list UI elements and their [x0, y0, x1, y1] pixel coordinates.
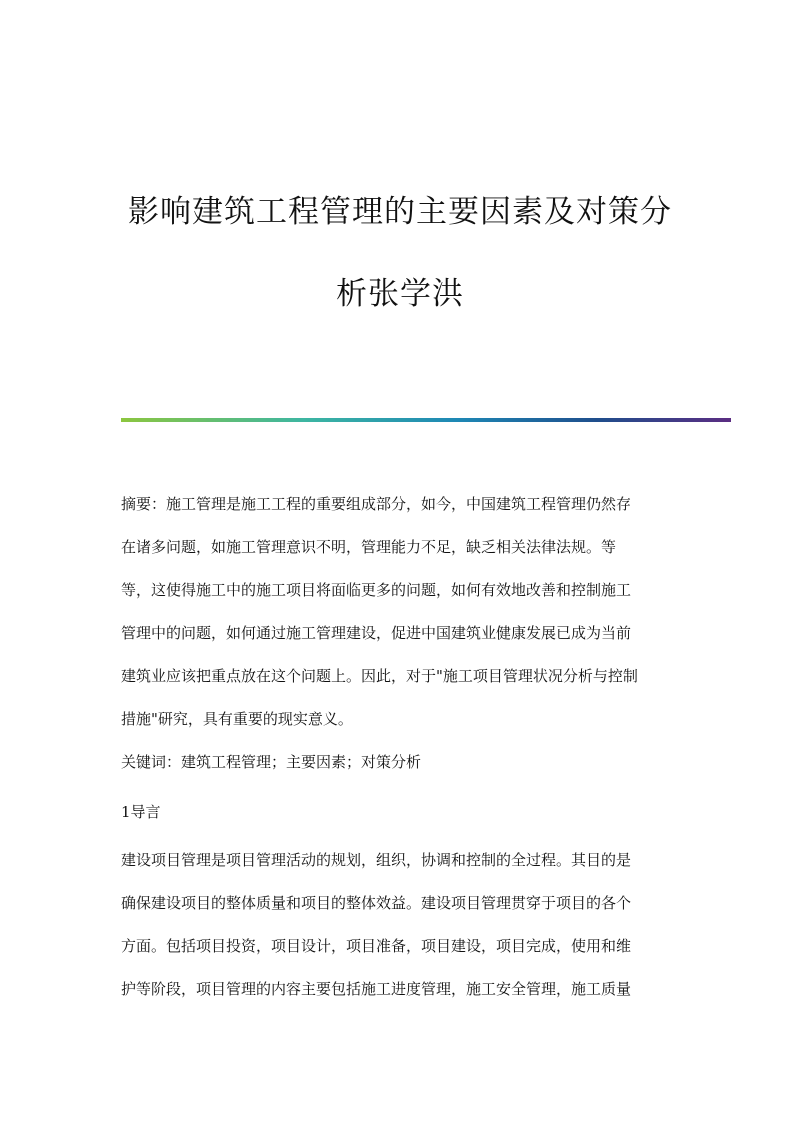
- abstract-line: 摘要：施工管理是施工工程的重要组成部分，如今，中国建筑工程管理仍然存: [121, 495, 632, 513]
- abstract-line: 建筑业应该把重点放在这个问题上。因此，对于"施工项目管理状况分析与控制: [121, 667, 638, 685]
- abstract-line: 在诸多问题，如施工管理意识不明，管理能力不足，缺乏相关法律法规。等: [121, 538, 617, 556]
- gradient-divider: [121, 418, 731, 422]
- body-line: 确保建设项目的整体质量和项目的整体效益。建设项目管理贯穿于项目的各个: [121, 894, 632, 912]
- body-line: 护等阶段，项目管理的内容主要包括施工进度管理，施工安全管理，施工质量: [121, 980, 632, 998]
- body-line: 方面。包括项目投资，项目设计，项目准备，项目建设，项目完成，使用和维: [121, 937, 632, 955]
- section-heading: 1导言: [121, 803, 161, 821]
- abstract-line: 管理中的问题，如何通过施工管理建设，促进中国建筑业健康发展已成为当前: [121, 624, 632, 642]
- document-title-line-1: 影响建筑工程管理的主要因素及对策分: [128, 194, 672, 230]
- keywords-line: 关键词：建筑工程管理；主要因素；对策分析: [121, 753, 422, 771]
- body-line: 建设项目管理是项目管理活动的规划，组织，协调和控制的全过程。其目的是: [121, 851, 632, 869]
- document-title-line-2: 析张学洪: [336, 276, 464, 312]
- abstract-line: 等，这使得施工中的施工项目将面临更多的问题，如何有效地改善和控制施工: [121, 581, 632, 599]
- abstract-line: 措施"研究，具有重要的现实意义。: [121, 710, 353, 728]
